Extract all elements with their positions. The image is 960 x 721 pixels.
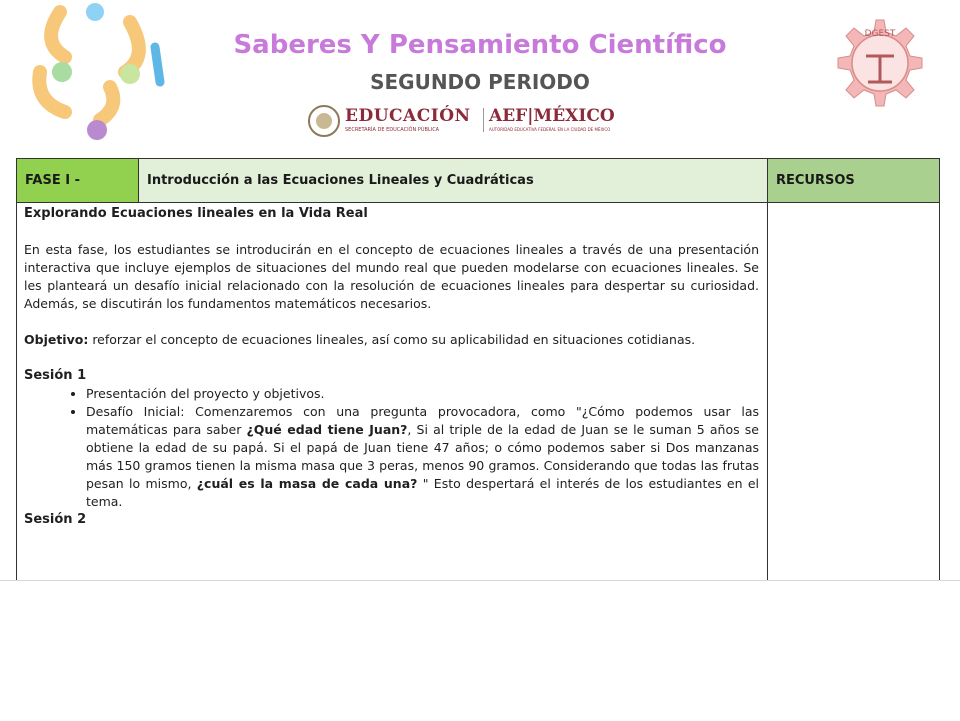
- list-item: • Desafío Inicial: Comenzaremos con una pregunta provocadora, como "¿Cómo podemos usar las matemáticas para saber ¿Qué edad tiene Juan?, Si al triple de la edad de Juan se le suman 5 años se obtiene la edad de su papá. Si el papá de Juan tiene 47 años; o cómo podemos saber si Dos manzanas más 150 gramos tienen la misma masa que 3 peras, menos 90 gramos. Considerando que todas las frutas pesan lo mismo, ¿cuál es la masa de cada una? " Esto despertará el interés de los estudiantes en el tema.: [86, 403, 759, 511]
- saberes-logo-icon: [20, 2, 170, 142]
- resources-header-cell: RECURSOS: [768, 159, 939, 203]
- session-1-list: [24, 385, 759, 511]
- session-2-title: Sesión 2: [24, 512, 87, 527]
- aef-logo-text: AEF|MÉXICO: [489, 106, 615, 126]
- period-subtitle: SEGUNDO PERIODO: [370, 70, 590, 94]
- document-title: Saberes Y Pensamiento Científico: [233, 30, 727, 60]
- dgest-gear-icon: [820, 6, 940, 122]
- objective-text: reforzar el concepto de ecuaciones lineales, así como su aplicabilidad en situaciones cotidianas.: [88, 332, 696, 347]
- phase-title-cell: Introducción a las Ecuaciones Lineales y Cuadráticas: [139, 159, 768, 203]
- government-logos: [305, 104, 645, 140]
- column-divider: [767, 203, 768, 599]
- phase-table: [16, 158, 940, 598]
- badge-text: DGEST: [864, 29, 896, 39]
- objective-paragraph: [24, 331, 759, 349]
- section-heading: Explorando Ecuaciones lineales en la Vida Real: [24, 206, 368, 221]
- mexico-seal-icon: [307, 104, 341, 138]
- objective-label: Objetivo:: [24, 332, 89, 347]
- sep-logo-subtext: SECRETARÍA DE EDUCACIÓN PÚBLICA: [345, 127, 440, 133]
- phase-content: [24, 205, 759, 529]
- sep-logo-text: EDUCACIÓN: [345, 106, 471, 126]
- list-item: • Presentación del proyecto y objetivos.: [86, 385, 759, 403]
- blank-area: [0, 580, 960, 721]
- logo-divider: [483, 108, 484, 132]
- aef-logo-subtext: AUTORIDAD EDUCATIVA FEDERAL EN LA CIUDAD DE MÉXICO: [489, 127, 611, 132]
- intro-paragraph: En esta fase, los estudiantes se introducirán en el concepto de ecuaciones lineales a través de una presentación interactiva que incluye ejemplos de situaciones del mundo real que pueden modelarse con ecuaciones lineales. Se les planteará un desafío inicial relacionado con la resolución de ecuaciones lineales para despertar su curiosidad. Además, se discutirán los fundamentos matemáticos necesarios.: [24, 242, 759, 311]
- session-1-title: Sesión 1: [24, 368, 87, 383]
- phase-label-cell: FASE I -: [17, 159, 139, 203]
